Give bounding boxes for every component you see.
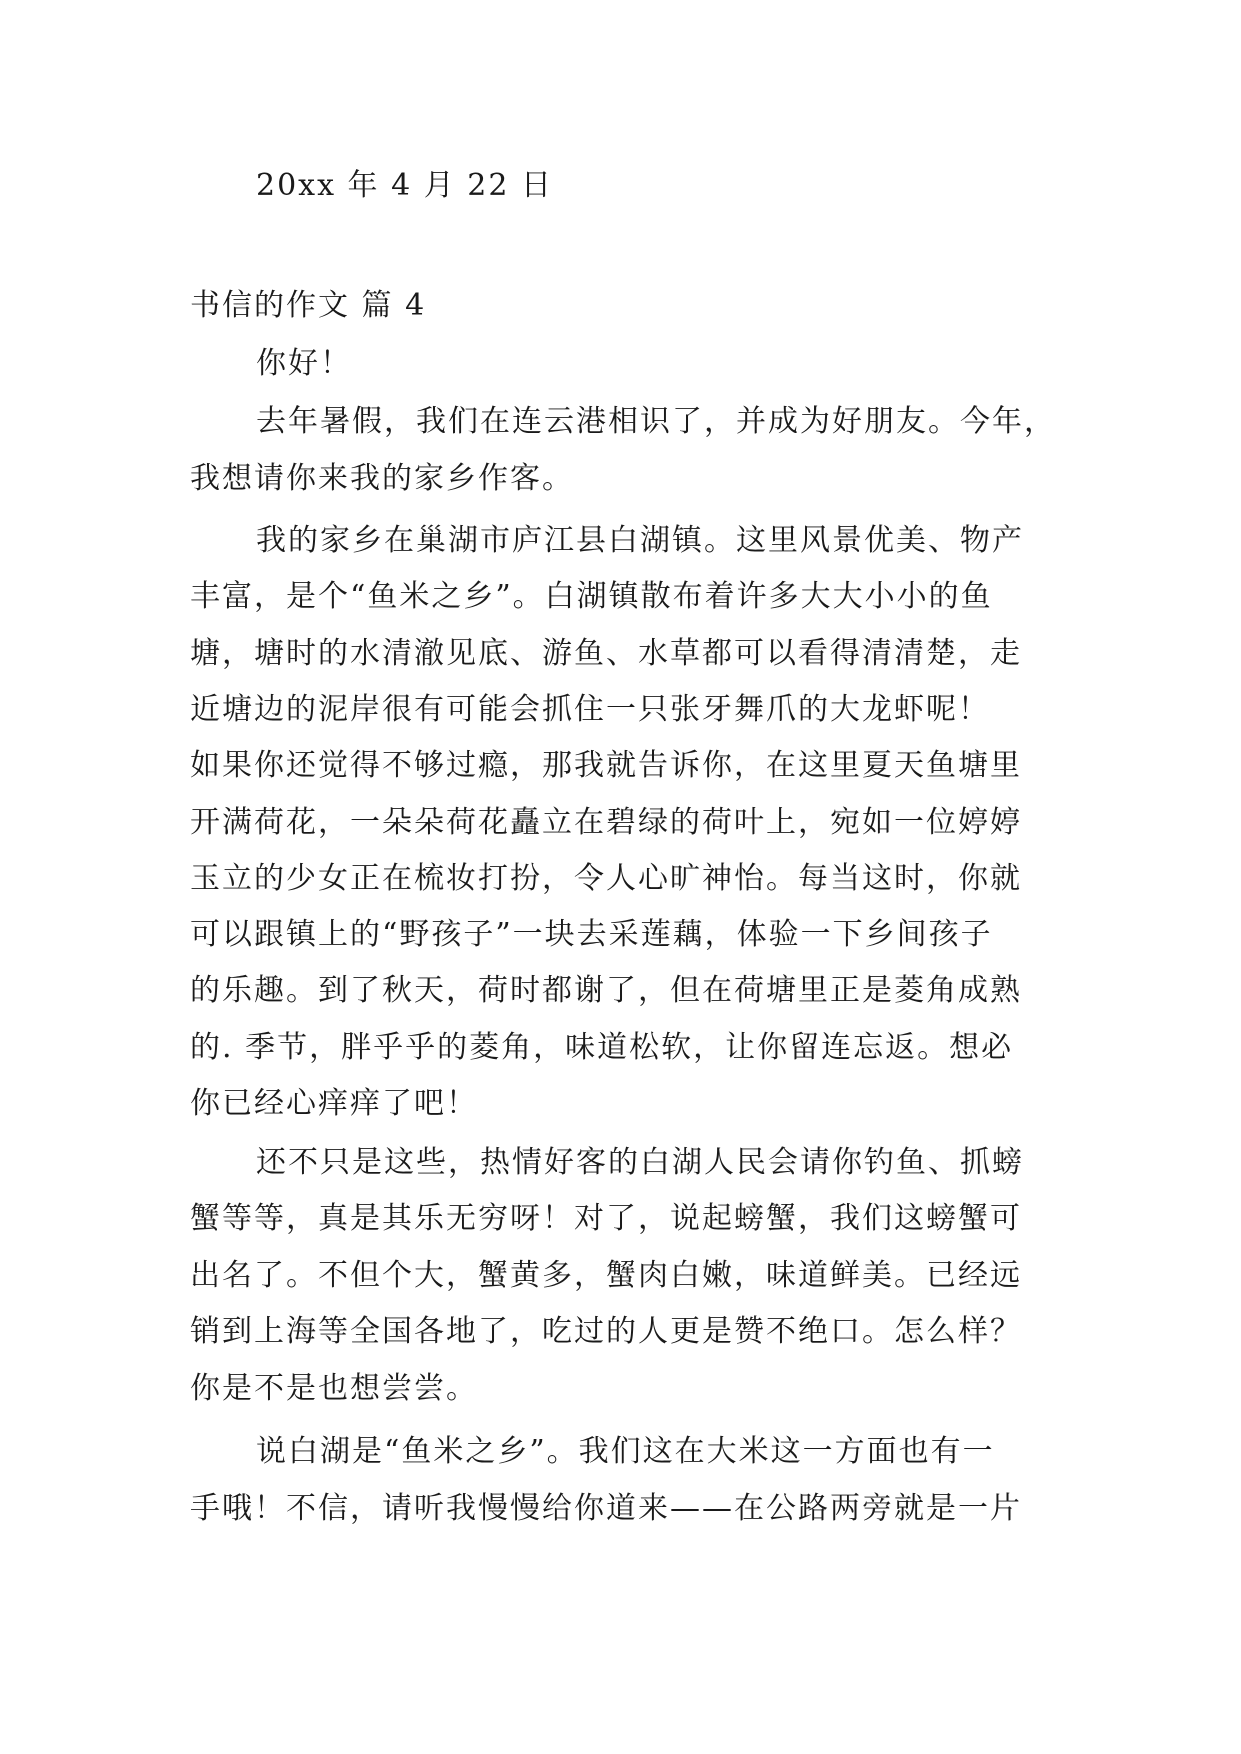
text-line: 我的家乡在巢湖市庐江县白湖镇。这里风景优美、物产 [256, 523, 1024, 558]
text-line: 我想请你来我的家乡作客。 [190, 461, 574, 496]
text-line: 销到上海等全国各地了，吃过的人更是赞不绝口。怎么样？ [190, 1314, 1022, 1349]
text-line: 还不只是这些，热情好客的白湖人民会请你钓鱼、抓螃 [256, 1145, 1024, 1180]
text-line: 去年暑假，我们在连云港相识了，并成为好朋友。今年， [256, 404, 1056, 439]
text-line: 丰富，是个“鱼米之乡”。白湖镇散布着许多大大小小的鱼 [190, 579, 993, 614]
text-line: 近塘边的泥岸很有可能会抓住一只张牙舞爪的大龙虾呢！ [190, 692, 990, 727]
text-line: 如果你还觉得不够过瘾，那我就告诉你，在这里夏天鱼塘里 [190, 748, 1022, 783]
text-line: 出名了。不但个大，蟹黄多，蟹肉白嫩，味道鲜美。已经远 [190, 1258, 1022, 1293]
text-line: 的乐趣。到了秋天，荷时都谢了，但在荷塘里正是菱角成熟 [190, 973, 1022, 1008]
text-line: 塘，塘时的水清澈见底、游鱼、水草都可以看得清清楚，走 [190, 636, 1022, 671]
greeting: 你好！ [256, 346, 352, 381]
section-heading: 书信的作文 篇 4 [190, 288, 427, 323]
text-line: 开满荷花，一朵朵荷花矗立在碧绿的荷叶上，宛如一位婷婷 [190, 805, 1022, 840]
text-line: 你已经心痒痒了吧！ [190, 1086, 478, 1121]
date-line: 20xx 年 4 月 22 日 [256, 168, 553, 203]
text-line: 说白湖是“鱼米之乡”。我们这在大米这一方面也有一 [256, 1434, 995, 1469]
text-line: 的. 季节，胖乎乎的菱角，味道松软，让你留连忘返。想必 [190, 1030, 1014, 1065]
text-line: 蟹等等，真是其乐无穷呀！对了，说起螃蟹，我们这螃蟹可 [190, 1201, 1022, 1236]
text-line: 可以跟镇上的“野孩子”一块去采莲藕，体验一下乡间孩子 [190, 917, 993, 952]
text-line: 手哦！不信，请听我慢慢给你道来——在公路两旁就是一片 [190, 1491, 1022, 1526]
text-line: 你是不是也想尝尝。 [190, 1371, 478, 1406]
text-line: 玉立的少女正在梳妆打扮，令人心旷神怡。每当这时，你就 [190, 861, 1022, 896]
